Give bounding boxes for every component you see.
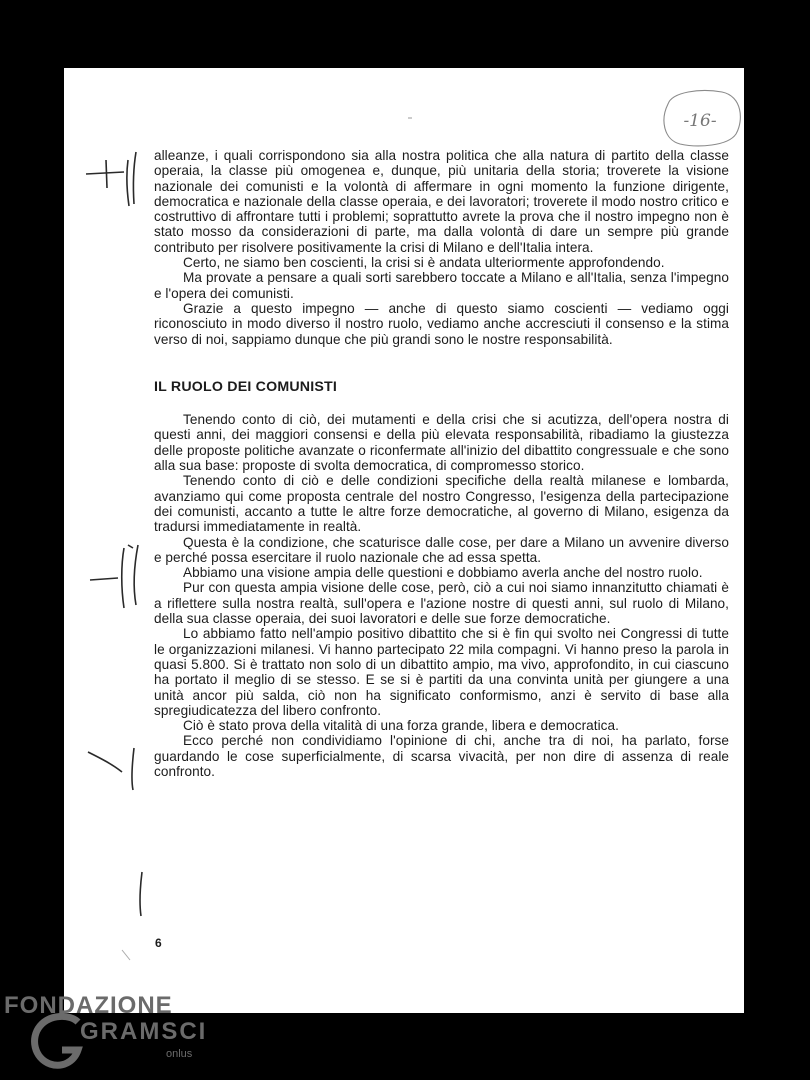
paragraph: Grazie a questo impegno — anche di questo siamo coscienti — vediamo oggi riconosciuto in modo diverso il nostro ruolo, vediamo anche accresciuti il consenso e la stima verso di noi, sappiamo dunque che più grandi sono le nostre responsabilità. bbox=[154, 300, 729, 347]
watermark-line2: GRAMSCI bbox=[80, 1018, 208, 1045]
handwritten-page-number: -16- bbox=[683, 111, 717, 131]
paragraph: alleanze, i quali corrispondono sia alla nostra politica che alla natura di partito della classe operaia, la classe più omogenea e, dunque, più unitaria della storia; troverete la visione nazionale dei comunisti e la volontà di affermare in ogni momento la funzione dirigente, democratica e nazionale della classe operaia, e dei lavoratori; troverete il modo nostro critico e costruttivo di affrontare tutti i problemi; soprattutto avrete la prova che il nostro impegno non è stato mosso da considerazioni di parte, ma dalla volontà di dare un sempre più grande contributo per risolvere positivamente la crisi di Milano e dell'Italia intera. bbox=[154, 148, 729, 255]
watermark-onlus: onlus bbox=[166, 1048, 193, 1060]
paragraph: Questa è la condizione, che scaturisce dalle cose, per dare a Milano un avvenire diverso e perché possa esercitare il ruolo nazionale che ad essa spetta. bbox=[154, 534, 729, 565]
paragraph: Ma provate a pensare a quali sorti sarebbero toccate a Milano e all'Italia, senza l'impegno e l'opera dei comunisti. bbox=[154, 270, 729, 301]
document-page bbox=[64, 68, 744, 1013]
watermark-line1: FONDAZIONE bbox=[4, 992, 173, 1019]
paragraph: Tenendo conto di ciò, dei mutamenti e della crisi che si acutizza, dell'opera nostra di questi anni, dei maggiori consensi e della più elevata responsabilità, ribadiamo la giustezza delle proposte politiche avanzate o riconfermate all'inizio del dibattito congressuale e che sono alla sua base: proposte di svolta democratica, di compromesso storico. bbox=[154, 412, 729, 474]
watermark bbox=[0, 988, 260, 1080]
paragraph: Ecco perché non condividiamo l'opinione di chi, anche tra di noi, ha parlato, forse guardando le cose superficialmente, di scarsa vivacità, per non dire di assenza di reale confronto. bbox=[154, 733, 729, 779]
paragraph: Certo, ne siamo ben coscienti, la crisi si è andata ulteriormente approfondendo. bbox=[183, 255, 665, 271]
paragraph: Tenendo conto di ciò e delle condizioni specifiche della realtà milanese e lombarda, avanziamo qui come proposta centrale del nostro Congresso, l'esigenza della partecipazione dei comunisti, accanto a tutte le altre forze democratiche, al governo di Milano, esigenza da tradursi immediatamente in realtà. bbox=[154, 473, 729, 535]
body-text bbox=[154, 148, 729, 779]
paragraph: Ciò è stato prova della vitalità di una forza grande, libera e democratica. bbox=[183, 718, 619, 734]
page-number: 6 bbox=[155, 936, 162, 950]
paragraph: Lo abbiamo fatto nell'ampio positivo dibattito che si è fin qui svolto nei Congressi di tutte le organizzazioni milanesi. Vi hanno partecipato 22 mila compagni. Vi hanno preso la parola in quasi 5.800. Si è trattato non solo di un dibattito ampio, ma vivo, approfondito, in cui ciascuno ha portato il meglio di se stesso. E se si è partiti da una convinta unità per giungere a una unità ancor più salda, ciò non ha significato conformismo, anzi è servito di base alla spregiudicatezza del libero confronto. bbox=[154, 626, 729, 718]
paragraph: Pur con questa ampia visione delle cose, però, ciò a cui noi siamo innanzitutto chiamati è a riflettere sulla nostra realtà, sull'opera e l'azione nostre di questi anni, sul ruolo di Milano, della sua classe operaia, dei suoi lavoratori e delle sue forze democratiche. bbox=[154, 580, 729, 627]
section-heading: IL RUOLO DEI COMUNISTI bbox=[154, 378, 338, 395]
paragraph: Abbiamo una visione ampia delle questioni e dobbiamo averla anche del nostro ruolo. bbox=[183, 565, 703, 581]
